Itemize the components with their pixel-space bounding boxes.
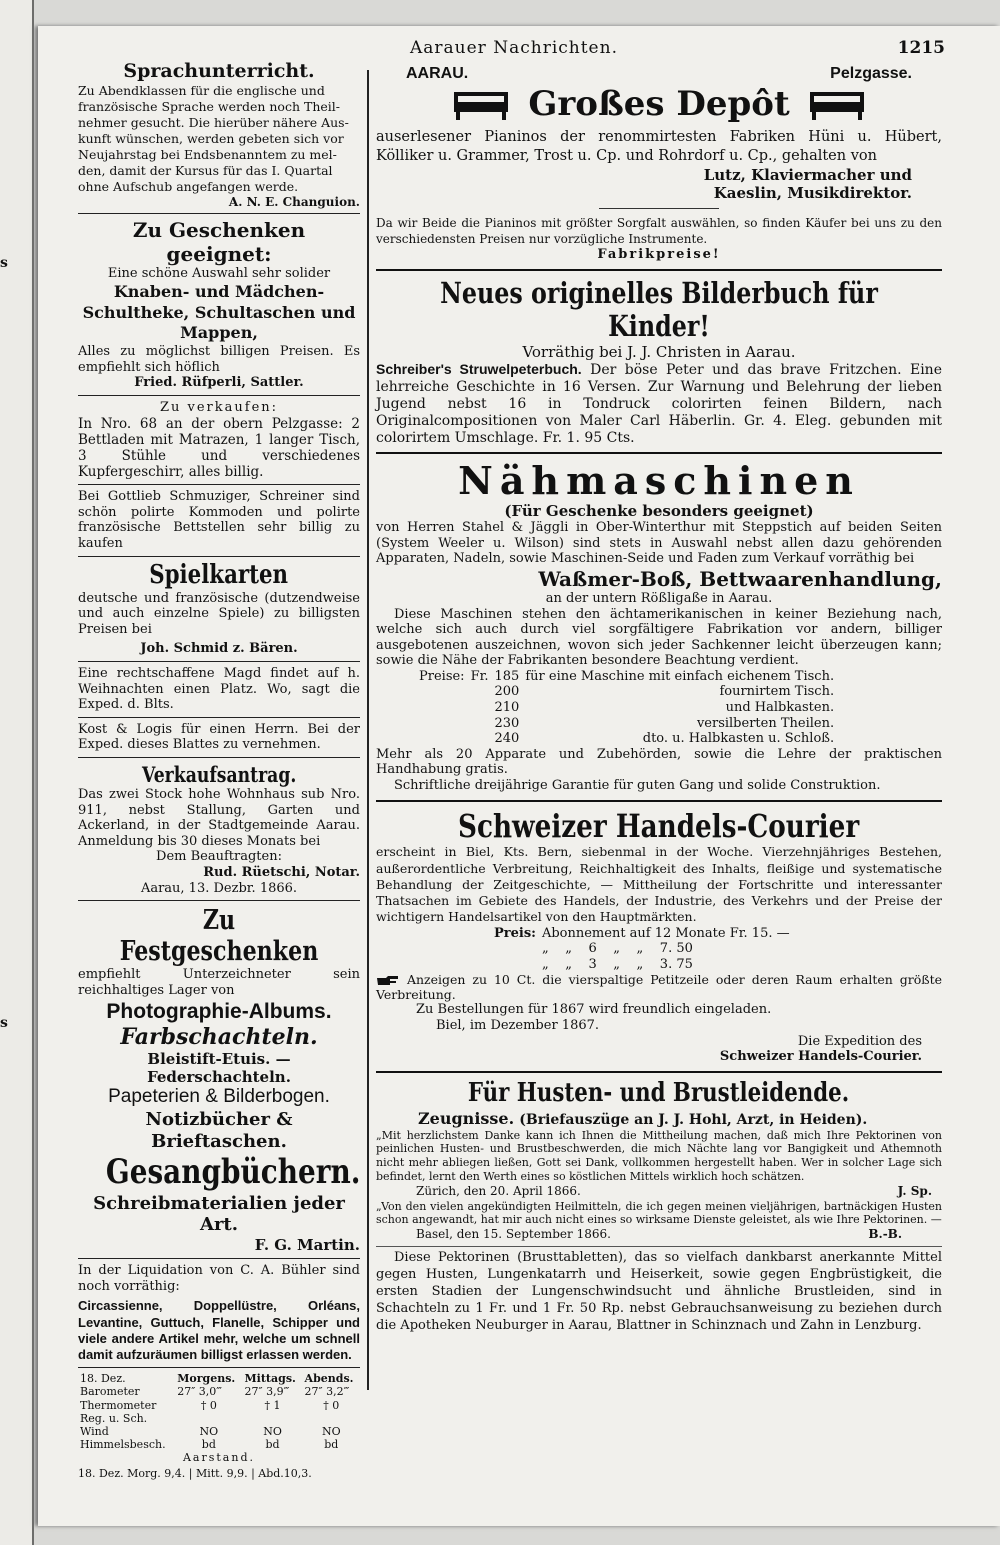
- ad-line: Schreibmaterialien jeder Art.: [93, 1192, 345, 1236]
- ad-naehmaschinen: [376, 460, 942, 793]
- title-text: Verkaufsantrag.: [141, 761, 297, 787]
- ad-text: deutsche und französische (dutzendweise und auch einzelne Spiele) zu billigsten Preisen bei: [78, 590, 360, 637]
- zeugnisse-sub: (Briefauszüge an J. J. Hohl, Arzt, in Heiden).: [519, 1111, 868, 1128]
- weather-value: bd: [265, 1438, 280, 1452]
- testimonial-footer: [376, 1184, 942, 1200]
- ad-signature: F. G. Martin.: [254, 1236, 360, 1255]
- ad-text: empfiehlt Unterzeichneter sein reichhaltiges Lager von: [78, 967, 360, 998]
- price-text: versilberten Theilen.: [696, 715, 835, 731]
- book-title: Schreiber's Struwelpeterbuch.: [376, 361, 582, 378]
- ad-signature: Fried. Rüfperli, Sattler.: [134, 375, 304, 391]
- ad-line: [78, 1152, 360, 1193]
- depot-title-row: [376, 84, 942, 128]
- subscription-text: „ „ 6 „ „ 7. 50: [541, 941, 693, 957]
- title-text: Für Husten- und Brustleidende.: [468, 1077, 850, 1108]
- ad-place-date: Biel, im Dezember 1867.: [436, 1018, 600, 1034]
- price-text: und Halbkasten.: [725, 700, 835, 716]
- price-fr: [468, 684, 492, 700]
- aarstand-title: Aarstand.: [182, 1451, 255, 1465]
- newspaper-title: Aarauer Nachrichten.: [410, 38, 618, 58]
- ad-line: Farbschachteln.: [120, 1023, 318, 1050]
- ad-signature: Rud. Rüetschi, Notar.: [203, 865, 360, 881]
- depot-street: Pelzgasse.: [830, 65, 912, 82]
- ad-fabrikpreise: Fabrikpreise!: [597, 247, 721, 263]
- ad-text: [78, 83, 360, 195]
- weather-col-header: Mittags.: [244, 1372, 296, 1386]
- piano-icon: [452, 88, 510, 120]
- weather-value: bd: [324, 1438, 339, 1452]
- ad-verkaufsantrag: [78, 762, 360, 896]
- ad-zu-verkaufen: [78, 400, 360, 480]
- price-label: [416, 716, 468, 732]
- price-fr: [468, 716, 492, 732]
- ad-text: auserlesener Pianinos der renommirtesten Fabriken Hüni u. Hübert, Kölliker u. Grammer, Trost u. Cp. und Rohrdorf u. Cp., gehalten von: [376, 129, 942, 164]
- ad-date: Aarau, 13. Dezbr. 1866.: [140, 880, 298, 896]
- price-row: [416, 669, 837, 685]
- testimonial-place: Basel, den 15. September 1866.: [416, 1227, 611, 1242]
- subscription-table: [491, 926, 793, 973]
- weather-row: [78, 1385, 360, 1398]
- weather-value: NO: [199, 1425, 219, 1439]
- weather-label: Barometer: [80, 1385, 140, 1399]
- weather-value: † 0: [200, 1398, 217, 1412]
- weather-row: [78, 1399, 360, 1412]
- ad-text: Dem Beauftragten:: [156, 849, 282, 865]
- ad-line: Notizbücher & Brieftaschen.: [145, 1108, 293, 1152]
- weather-value: NO: [263, 1425, 282, 1439]
- price-value: 210: [494, 700, 520, 716]
- price-row: [416, 700, 837, 716]
- subscription-label: Preis:: [494, 925, 536, 941]
- ad-husten: [376, 1079, 942, 1335]
- ad-text: Diese Maschinen stehen den ächtamerikanischen in keiner Beziehung nach, welche sich auch durch viel sorgfältigere Fabrikation vor andern, billiger ausgebotenen auszeichnen, wovon sich jeder Sachkenner leicht überzeugen kann; sowie die Nähe der Fabrikanten besondere Beachtung verdient.: [376, 606, 942, 669]
- testimonial: „Von den vielen angekündigten Heilmitteln, die ich gegen meinen vieljährigen, bartnäckigen Husten schon angewandt, hat mir auch nicht eines so wirksame Dienste geleistet, als wie Ihre Pektorinen. —: [376, 1199, 942, 1227]
- ad-title: [376, 277, 942, 344]
- weather-value: 27″ 3,9‴: [244, 1385, 290, 1399]
- subscription-label: [491, 957, 539, 973]
- testimonial-signature: B.-B.: [868, 1227, 902, 1242]
- ad-signature: Die Expedition des: [797, 1033, 922, 1049]
- subscription-text: „ „ 3 „ „ 3. 75: [541, 956, 693, 972]
- aarstand-values: 18. Dez. Morg. 9,4. | Mitt. 9,9. | Abd.10,3.: [78, 1466, 312, 1480]
- ad-text: [376, 361, 942, 446]
- ad-text: erscheint in Biel, Kts. Bern, siebenmal in der Woche. Vierzehnjähriges Bestehen, außerordentliche Verbreitung, Reichhaltigkeit des Inhalts, fleißige und systematische Behandlung der Zeitgeschichte, — Mittheilung der Fortschritte und interessanter Thatsachen im Gebiete des Handels, der Industrie, des Verkehrs und der Preise der wichtigern Handelsartikel von den Hauptmärkten.: [376, 844, 942, 925]
- left-column: [78, 60, 360, 1480]
- ad-text: Eine schöne Auswahl sehr solider: [107, 266, 331, 282]
- weather-value: 27″ 3,2‴: [304, 1385, 350, 1399]
- text-line: Neujahrstag bei Endsbenanntem zu mel-: [78, 146, 337, 162]
- ad-festgeschenke: [78, 905, 360, 1254]
- ad-text: Eine rechtschaffene Magd findet auf h. Weihnachten einen Platz. Wo, sagt die Exped. d. Blts.: [78, 665, 360, 713]
- price-fr: [468, 731, 492, 747]
- ad-liquidation: [78, 1263, 360, 1363]
- ad-signature: A. N. E. Changuion.: [228, 194, 360, 209]
- text-line: den, damit der Kursus für das I. Quartal: [78, 162, 333, 178]
- price-value: 200: [494, 684, 520, 700]
- ad-title: [78, 561, 360, 591]
- piano-icon: [808, 88, 866, 120]
- weather-value: † 1: [264, 1398, 281, 1412]
- ad-handels-courier: [376, 808, 942, 1065]
- ad-title: Sprachunterricht.: [123, 60, 315, 82]
- ad-text: Das zwei Stock hohe Wohnhaus sub Nro. 911, nebst Stallung, Garten und Ackerland, in der Stadtgemeinde Aarau. Anmeldung bis 30 dieses Monats bei: [78, 787, 360, 849]
- ad-line: Papeterien & Bilderbogen.: [108, 1086, 330, 1108]
- ad-text: In der Liquidation von C. A. Bühler sind noch vorräthig:: [78, 1263, 360, 1294]
- ad-signature: Kaeslin, Musikdirektor.: [713, 183, 912, 202]
- weather-col-header: Morgens.: [177, 1372, 236, 1386]
- ad-signature: Schweizer Handels-Courier.: [719, 1049, 922, 1065]
- right-column: [376, 40, 942, 1334]
- page-number: 1215: [897, 38, 945, 58]
- ad-title: Nähmaschinen: [458, 458, 860, 504]
- ad-text: Bei Gottlieb Schmuziger, Schreiner sind schön polirte Kommoden und polirte französische Bettstellen sehr billig zu kaufen: [78, 489, 360, 552]
- ad-text: Schriftliche dreijährige Garantie für guten Gang und solide Construktion.: [394, 778, 881, 794]
- text-line: nehmer gesucht. Die hierüber nähere Aus-: [78, 114, 349, 130]
- depot-city: AARAU.: [406, 65, 469, 82]
- ad-title: [376, 1079, 942, 1109]
- weather-value: NO: [321, 1425, 341, 1439]
- weather-value: [243, 1412, 303, 1425]
- ad-text: Alles zu möglichst billigen Preisen. Es empfiehlt sich höflich: [78, 344, 360, 375]
- weather-value: 27″ 3,0‴: [177, 1385, 223, 1399]
- depot-title: Großes Depôt: [528, 84, 790, 124]
- ad-title: Zu Geschenken geeignet:: [132, 218, 306, 267]
- title-text: Neues originelles Bilderbuch für Kinder!: [440, 275, 878, 343]
- ad-geschenke: [78, 218, 360, 391]
- weather-row: [78, 1425, 360, 1438]
- ad-line: Bleistift-Etuis. — Federschachteln.: [147, 1050, 291, 1087]
- zeugnisse-heading: [376, 1109, 942, 1129]
- text-line: ohne Aufschub angefangen werde.: [78, 178, 299, 194]
- ad-text: Diese Pektorinen (Brusttabletten), das so vielfach dankbarst anerkannte Mittel gegen Husten, Lungenkatarrh und Heiserkeit, sowie gegen Engbrüstigkeit, die ersten Stadien der Lungenschwindsucht und ähnliche Brustleiden, sind in Schachteln zu 1 Fr. und 1 Fr. 50 Rp. nebst Gebrauchsanweisung zu beziehen durch die Apotheken Neuburger in Aarau, Blattner in Schinznach und Zahn in Lenzburg.: [376, 1250, 942, 1333]
- testimonial: „Mit herzlichstem Danke kann ich Ihnen die Mittheilung machen, daß mich Ihre Pektorinen von peinlichen Husten- und Brustbeschwerden, die mich Nächte lang vor Bangigkeit und Athemnoth nicht mehr abliegen ließen, Gott sei Dank, vollkommen hergestellt haben. Wer in solcher Lage sich befindet, lernt den Werth eines so köstlichen Mittels wirklich hoch schätzen.: [376, 1128, 942, 1183]
- pointing-hand-icon: [376, 975, 400, 987]
- ad-kost-logis: [78, 722, 360, 753]
- subscription-text: Abonnement auf 12 Monate Fr. 15. —: [541, 925, 790, 941]
- ad-title: [376, 808, 942, 845]
- ad-firm: Waßmer-Boß, Bettwaarenhandlung,: [538, 566, 942, 591]
- price-row: [416, 716, 837, 732]
- price-text: für eine Maschine mit einfach eichenem Tisch.: [525, 668, 835, 684]
- price-value: 240: [494, 731, 520, 747]
- ad-subtitle: Vorräthig bei J. J. Christen in Aarau.: [522, 343, 796, 362]
- ad-signature: Lutz, Klaviermacher und: [703, 165, 912, 184]
- ad-schmuziger: [78, 489, 360, 551]
- weather-report: [78, 1372, 360, 1480]
- weather-table: [78, 1372, 360, 1451]
- weather-value: † 0: [323, 1398, 340, 1412]
- title-text: Spielkarten: [149, 559, 289, 590]
- subscription-row: [491, 941, 793, 957]
- weather-value: [303, 1412, 360, 1425]
- ad-text: Da wir Beide die Pianinos mit größter Sorgfalt auswählen, so finden Käufer bei uns zu den verschiedensten Preisen nur vorzügliche Instrumente.: [376, 215, 942, 246]
- testimonial-footer: [376, 1227, 942, 1243]
- title-text: Zu Festgeschenken: [119, 905, 319, 968]
- price-row: [416, 684, 837, 700]
- depot-address: [376, 64, 942, 84]
- ad-text: In Nro. 68 an der obern Pelzgasse: 2 Bettladen mit Matrazen, 1 langer Tisch, 3 Stühle und verschiedenes Kupfergeschirr, alles billig.: [78, 415, 360, 481]
- ad-title: Zu verkaufen:: [159, 399, 279, 415]
- price-text: fournirtem Tisch.: [719, 684, 835, 700]
- weather-col-header: Abends.: [304, 1372, 354, 1386]
- ad-title: [78, 905, 360, 967]
- column-rule: [367, 70, 369, 1390]
- ad-subtitle: (Für Geschenke besonders geeignet): [504, 502, 814, 521]
- subscription-row: [491, 926, 793, 942]
- testimonial-signature: J. Sp.: [897, 1183, 932, 1198]
- subscription-row: [491, 957, 793, 973]
- weather-row: [78, 1438, 360, 1451]
- price-text: dto. u. Halbkasten u. Schloß.: [642, 731, 835, 747]
- book-text: Der böse Peter und das brave Fritzchen. Eine lehrreiche Geschichte in 16 Versen. Zur Warnung und Belehrung der lieben Jugend nebst 16 in Tondruck colorirten feinen Bildern, nach Originalcompositionen von Maler Carl Häberlin. Gr. 4. Eleg. gebunden mit colorirtem Umschlage. Fr. 1. 95 Cts.: [376, 362, 942, 446]
- ad-signature: Joh. Schmid z. Bären.: [140, 641, 298, 657]
- ad-line: Photographie-Albums.: [106, 999, 332, 1023]
- price-table: [416, 669, 837, 747]
- prev-letter: s: [0, 255, 8, 271]
- price-label: Preise:: [419, 668, 465, 684]
- ad-text: Mehr als 20 Apparate und Zubehörden, sowie die Lehre der praktischen Handhabung gratis.: [376, 746, 942, 778]
- previous-page-edge: [0, 0, 34, 1545]
- ad-anzeigen: Anzeigen zu 10 Ct. die vierspaltige Petitzeile oder deren Raum erhalten größte Verbreitung.: [376, 972, 942, 1003]
- subscription-label: [491, 941, 539, 957]
- weather-header-row: [78, 1372, 360, 1385]
- ad-text: [376, 972, 942, 1002]
- ad-magd: [78, 666, 360, 713]
- weather-label: Thermometer: [80, 1398, 157, 1412]
- zeugnisse-title: Zeugnisse.: [418, 1108, 515, 1128]
- ad-spielkarten: [78, 561, 360, 657]
- price-value: 230: [494, 715, 520, 731]
- ad-text: Zu Bestellungen für 1867 wird freundlich eingeladen.: [416, 1002, 772, 1018]
- ad-address: an der untern Rößligaße in Aarau.: [545, 590, 773, 606]
- weather-value: [175, 1412, 242, 1425]
- ad-text: Kost & Logis für einen Herrn. Bei der Exped. dieses Blattes zu vernehmen.: [78, 721, 360, 753]
- price-fr: [468, 700, 492, 716]
- line-text: Gesangbüchern.: [105, 1152, 361, 1193]
- ad-pianino-depot: [376, 64, 942, 263]
- price-label: [416, 700, 468, 716]
- prev-letter: s: [0, 1015, 8, 1031]
- weather-row: [78, 1412, 360, 1425]
- text-line: Zu Abendklassen für die englische und: [78, 82, 325, 98]
- ad-title: [78, 762, 360, 787]
- weather-label: Wind: [80, 1425, 109, 1439]
- title-text: Schweizer Handels-Courier: [458, 806, 860, 845]
- price-label: [416, 684, 468, 700]
- weather-label: Himmelsbesch.: [80, 1438, 166, 1452]
- weather-label: Reg. u. Sch.: [80, 1411, 148, 1425]
- ad-items: Knaben- und Mädchen-Schultheke, Schultaschen und Mappen,: [82, 281, 356, 343]
- ad-items: Circassienne, Doppellüstre, Orléans, Levantine, Guttuch, Flanelle, Schipper und viele andere Artikel mehr, welche um schnell damit aufzuräumen billigst erlassen werden.: [78, 1298, 360, 1363]
- testimonial-place: Zürich, den 20. April 1866.: [416, 1183, 581, 1198]
- price-fr: Fr.: [470, 668, 489, 684]
- text-line: französische Sprache werden noch Theil-: [78, 98, 340, 114]
- ad-sprachunterricht: [78, 60, 360, 209]
- price-label: [416, 731, 468, 747]
- price-row: [416, 731, 837, 747]
- ad-bilderbuch: [376, 277, 942, 447]
- text-line: kunft wünschen, werden gebeten sich vor: [78, 130, 344, 146]
- price-value: 185: [494, 668, 520, 684]
- weather-value: bd: [201, 1438, 216, 1452]
- weather-date: 18. Dez.: [80, 1372, 126, 1386]
- ad-text: von Herren Stahel & Jäggli in Ober-Winterthur mit Steppstich auf beiden Seiten (System Weeler u. Wilson) sind stets in Auswahl nebst allen dazu gehörenden Apparaten, Nadeln, sowie Maschinen-Seide und Faden zum Verkauf vorräthig bei: [376, 520, 942, 567]
